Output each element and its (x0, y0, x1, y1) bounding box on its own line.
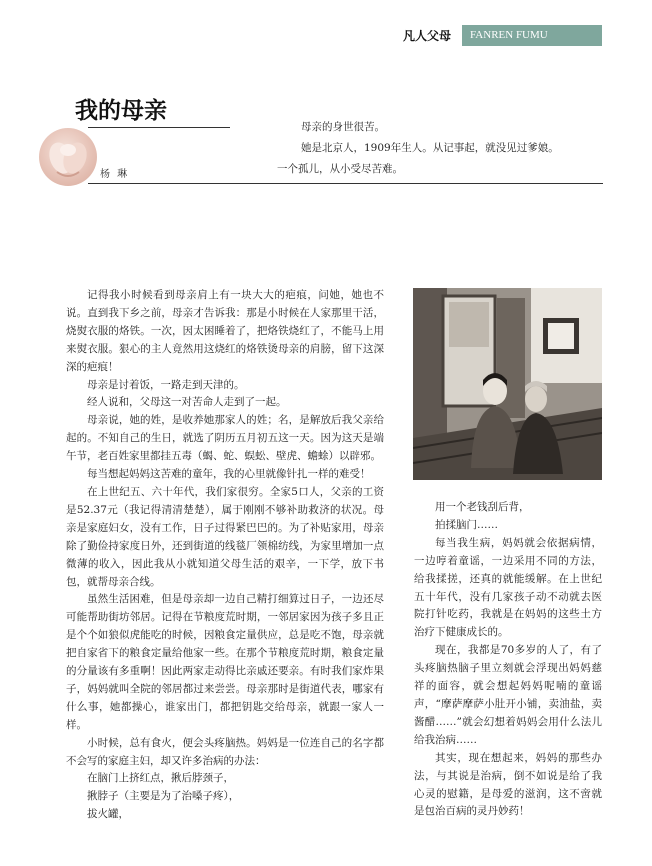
author-avatar (39, 128, 97, 186)
remedy-line: 揪脖子（主要是为了治嗓子疼）， (87, 790, 240, 803)
intro-line: 母亲的身世很苦。 (301, 121, 385, 133)
body-paragraph: 母亲是讨着饭，一路走到天津的。 (87, 378, 245, 391)
intro-line: 一个孤儿，从小受尽苦难。 (277, 163, 403, 175)
body-paragraph: 小时候，总有食火，便会头疼脑热。妈妈是一位连自己的名字都不会写的家庭主妇，却又许多治病的办法： (66, 736, 384, 767)
title-divider (88, 127, 230, 128)
intro-line: 她是北京人，1909年生人。从记事起，就没见过爹娘。 (301, 142, 559, 154)
remedy-line: 拍揉脑门…… (435, 518, 498, 531)
body-paragraph: 现在，我都是70多岁的人了，有了头疼脑热脑子里立刻就会浮现出妈妈慈祥的面容，就会想起妈妈呢喃的童谣声，“摩萨摩萨小肚开小铺，卖油盐，卖酱醋……”就会幻想着妈妈会用什么法儿给我治病…… (414, 644, 602, 746)
column-tag: FANREN FUMU (462, 25, 602, 46)
hands-illustration-icon (39, 128, 97, 186)
body-paragraph: 虽然生活困难，但是母亲却一边自己精打细算过日子，一边还尽可能帮助街坊邻居。记得在节粮度荒时期，一邻居家因为孩子多且正是个个如狼似虎能吃的时候，因粮食定量供应，总是吃不饱，母亲就把自家省下的粮食定量给他家一些。在那个节粮度荒时期，粮食定量的分量该有多重啊！因此两家走动得比亲戚还要亲。有时我们家炸果子，妈妈就叫全院的邻居都过来尝尝。母亲那时是街道代表，哪家有什么事，她都操心，谁家出门，都把钥匙交给母亲，就跟一家人一样。 (66, 593, 384, 731)
author-name: 杨 琳 (100, 169, 130, 180)
column-name: 凡人父母 (403, 29, 452, 43)
photo-mother-daughter-icon (413, 288, 602, 480)
body-right-column (414, 499, 602, 821)
remedy-line: 用一个老钱刮后背， (435, 501, 530, 513)
body-paragraph: 母亲说，她的姓，是收养她那家人的姓；名，是解放后我父亲给起的。不知自己的生日，就选了阴历五月初五这一天。因为这天是端午节，老百姓家里都挂五毒（蝎、蛇、蜈蚣、壁虎、蟾蜍）以辟邪。 (66, 414, 384, 463)
body-paragraph: 经人说和，父母这一对苦命人走到了一起。 (87, 396, 287, 409)
family-photo (413, 288, 602, 480)
header-divider (88, 183, 603, 184)
article-intro (277, 117, 597, 180)
body-paragraph: 其实，现在想起来，妈妈的那些办法，与其说是治病，倒不如说是给了我心灵的慰籍，是母爱的滋润，这不啻就是包治百病的灵丹妙药！ (414, 751, 602, 818)
body-paragraph: 每当我生病，妈妈就会依据病情，一边哼着童谣，一边采用不同的方法，给我揉搓，还真的就能缓解。在上世纪五十年代，没有几家孩子动不动就去医院打针吃药，我就是在妈妈的这些土方治疗下健康成长的。 (414, 536, 602, 639)
body-paragraph: 每当想起妈妈这苦难的童年，我的心里就像针扎一样的难受！ (87, 468, 371, 481)
body-left-column (66, 287, 384, 824)
remedy-line: 在脑门上挤红点，揪后脖颈子， (87, 772, 234, 785)
body-paragraph: 记得我小时候看到母亲肩上有一块大大的疤痕，问她，她也不说。直到我下乡之前，母亲才告诉我：那是小时候在人家那里干活，烧熨衣服的烙铁。一次，因太困睡着了，把烙铁烧红了，不能马上用来熨衣服。狠心的主人竟然用这烧红的烙铁烫母亲的肩膀，留下这深深的疤痕！ (66, 289, 384, 373)
article-title: 我的母亲 (75, 97, 167, 124)
body-paragraph: 在上世纪五、六十年代，我们家很穷。全家5口人，父亲的工资是52.37元（我记得清清楚楚），属于刚刚不够补助救济的状况。母亲是家庭妇女，没有工作，日子过得紧巴巴的。为了补贴家用，母亲除了勤俭持家度日外，还到街道的线毯厂领棉纺线，为家里增加一点微薄的收入，因此我从小就知道父母生活的艰辛，一下学，放下书包，就帮母亲合线。 (66, 485, 384, 588)
remedy-line: 拔火罐， (87, 808, 129, 821)
